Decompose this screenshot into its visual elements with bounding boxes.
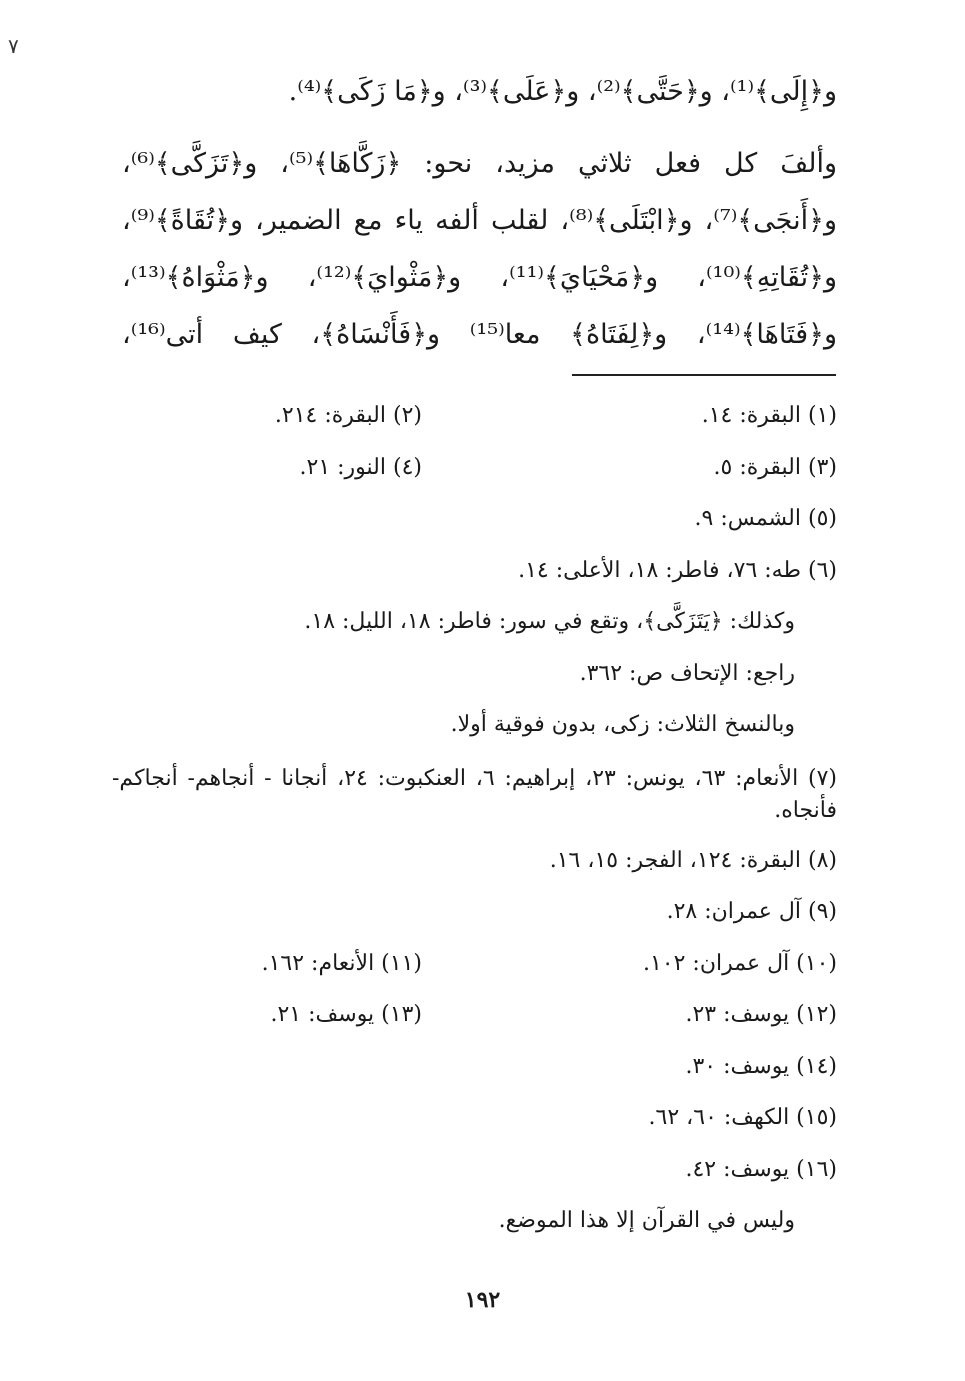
footnote-row xyxy=(112,751,837,835)
main-text-line: و﴿أَنجَى﴾⁽⁷⁾، و﴿ابْتَلَى﴾⁽⁸⁾، لقلب ألفه ياء مع الضمير، و﴿تُقَاةً﴾⁽⁹⁾، xyxy=(122,205,837,236)
footnote: (٥) الشمس: ٩. xyxy=(694,506,837,531)
footnote: (١) البقرة: ١٤. xyxy=(701,403,837,428)
main-text xyxy=(122,0,837,360)
footnote-row xyxy=(112,596,837,648)
footnote: (٨) البقرة: ١٢٤، الفجر: ١٥، ١٦. xyxy=(549,847,837,873)
footnote-separator xyxy=(572,374,836,376)
footnote-continuation: وكذلك: ﴿يَتَزَكَّى﴾، وتقع في سور: فاطر: ١٨، الليل: ١٨. xyxy=(304,609,795,634)
footnote-row xyxy=(112,1144,837,1196)
page-number: ١٩٢ xyxy=(464,1287,501,1313)
footnote: (٣) البقرة: ٥. xyxy=(713,454,837,480)
footnote: (١١) الأنعام: ١٦٢. xyxy=(261,950,422,976)
footnote-row xyxy=(112,442,837,494)
footnote-row xyxy=(112,493,837,545)
footnote: (١٢) يوسف: ٢٣. xyxy=(685,1002,837,1027)
footnote-row xyxy=(112,835,837,887)
footnote-row xyxy=(112,699,837,751)
main-text-line: و﴿تُقَاتِهِ﴾⁽¹⁰⁾، و﴿مَحْيَايَ﴾⁽¹¹⁾، و﴿مَثْوايَ﴾⁽¹²⁾، و﴿مَثْوَاهُ﴾⁽¹³⁾، xyxy=(122,262,837,293)
main-text-line: و﴿فَتَاهَا﴾⁽¹⁴⁾، و﴿لِفَتَاهُ﴾ معا⁽¹⁵⁾ و﴿فَأَنْسَاهُ﴾، كيف أتى⁽¹⁶⁾، xyxy=(122,319,837,350)
footnote-row xyxy=(112,1041,837,1093)
footnote: (٧) الأنعام: ٦٣، يونس: ٢٣، إبراهيم: ٦، العنكبوت: ٢٤، أنجانا - أنجاهم- أنجاكم- فأنجاه. xyxy=(112,765,837,823)
footnote: (٢) البقرة: ٢١٤. xyxy=(274,403,422,428)
footnotes xyxy=(112,390,837,1247)
footnote-continuation: وبالنسخ الثلاث: زكى، بدون فوقية أولا. xyxy=(450,712,795,737)
footnote-row xyxy=(112,886,837,938)
main-paragraph xyxy=(122,135,837,363)
corner-mark: ٧ xyxy=(8,34,19,58)
footnote: (١٥) الكهف: ٦٠، ٦٢. xyxy=(648,1105,837,1130)
main-text-line: وألفَ كل فعل ثلاثي مزيد، نحو: ﴿زَكَّاهَا﴾⁽⁵⁾، و﴿تَزَكَّى﴾⁽⁶⁾، xyxy=(122,148,837,179)
main-text-line: و﴿إِلَى﴾⁽¹⁾، و﴿حَتَّى﴾⁽²⁾، و﴿عَلَى﴾⁽³⁾، و﴿مَا زَكَى﴾⁽⁴⁾. xyxy=(288,76,837,107)
footnote-continuation: راجع: الإتحاف ص: ٣٦٢. xyxy=(579,660,795,686)
footnote-row xyxy=(112,938,837,990)
footnote-row xyxy=(112,545,837,597)
footnote-row xyxy=(112,1092,837,1144)
footnote: (١٠) آل عمران: ١٠٢. xyxy=(642,950,837,976)
footnote: (٦) طه: ٧٦، فاطر: ١٨، الأعلى: ١٤. xyxy=(518,557,837,583)
footnote: (٤) النور: ٢١. xyxy=(299,454,422,480)
footnote-row xyxy=(112,989,837,1041)
footnote: (١٤) يوسف: ٣٠. xyxy=(685,1053,837,1079)
footnote-row xyxy=(112,648,837,700)
footnote: (٩) آل عمران: ٢٨. xyxy=(666,899,837,924)
footnote: (١٦) يوسف: ٤٢. xyxy=(685,1156,837,1182)
footnote-row xyxy=(112,390,837,442)
footnote-continuation: وليس في القرآن إلا هذا الموضع. xyxy=(498,1208,795,1233)
footnote-row xyxy=(112,1195,837,1247)
footnote: (١٣) يوسف: ٢١. xyxy=(270,1002,422,1027)
